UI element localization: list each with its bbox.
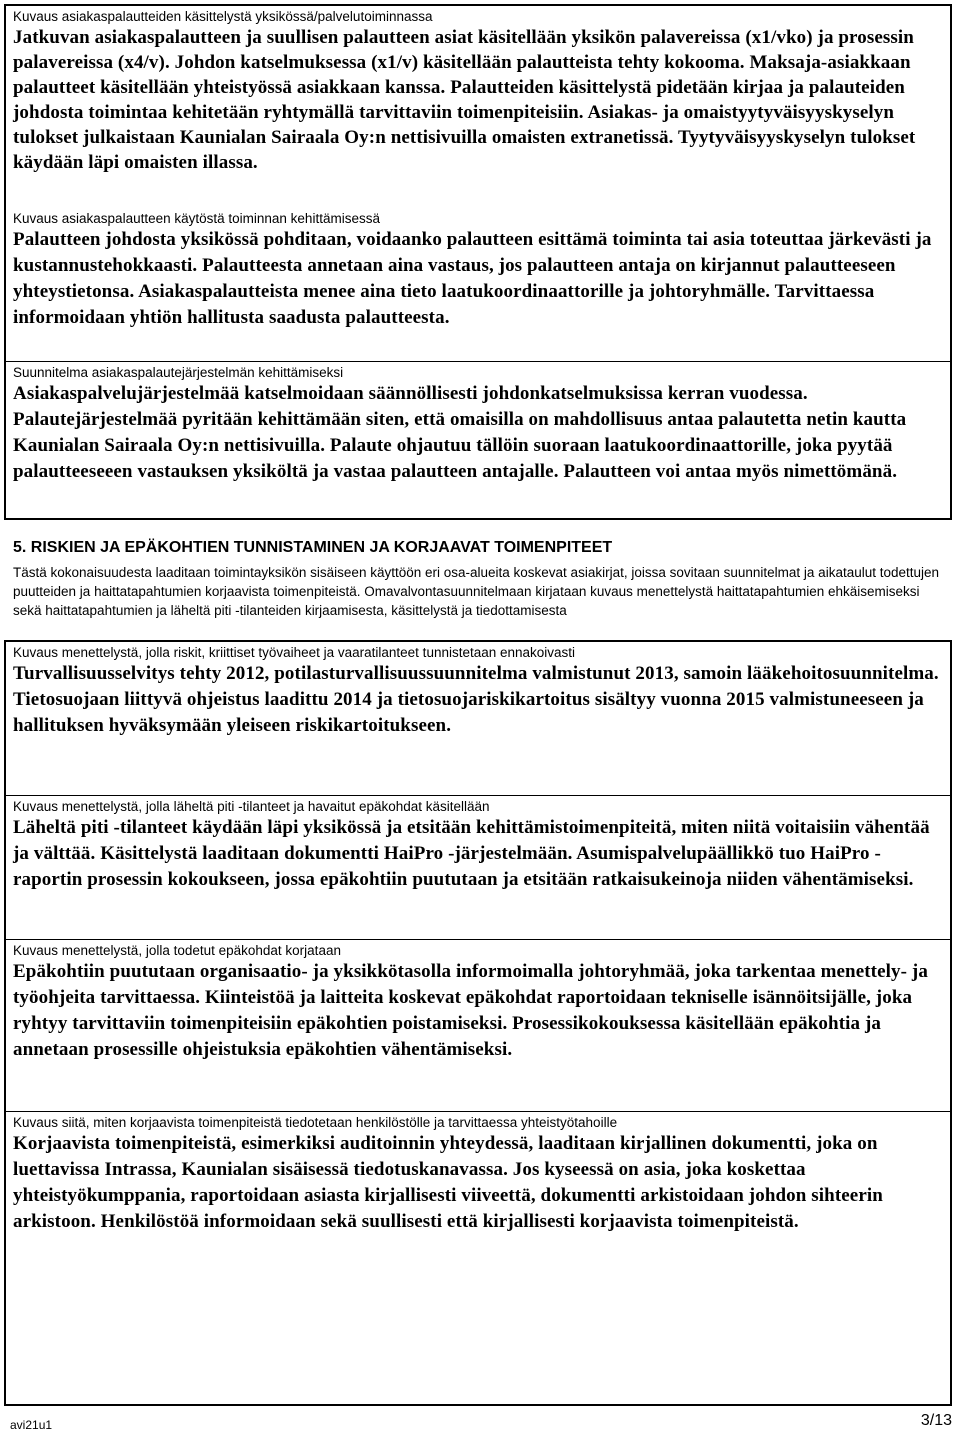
section-5-intro: Tästä kokonaisuudesta laaditaan toimintayksikön sisäiseen käyttöön eri osa-alueita koskevat asiakirjat, joissa sovitaan suunnitelmat ja aikataulut todettujen puutteiden ja haittatapahtumien korjaavista toimenpiteistä. Omavalvontasuunnitelmaan kirjataan kuvaus menettelystä haittatapahtumien ehkäisemiseksi sekä haittatapahtumien ja läheltä piti -tilanteiden kirjaamisesta, käsittelystä ja tiedottamisesta (13, 565, 940, 618)
page-number: 3/13 (920, 1412, 952, 1429)
corrective-action-communication-section (6, 1111, 950, 1404)
feedback-usage-section (6, 208, 950, 358)
feedback-system-plan-text: Asiakaspalvelujärjestelmää katselmoidaan säännöllisesti johdonkatselmuksissa kerran vuodessa. Palautejärjestelmää pyritään kehittämään siten, että omaisilla on mahdollisuus antaa palautetta netin kautta Kaunialan Sairaala Oy:n nettisivuilla. Palaute ohjautuu tällöin suoraan laatukoordinaattorille, joka pyytää palautteeseeen vastauksen yksiköltä ja vastaa palautteen antajalle. Palautteen voi antaa myös nimettömänä. (13, 383, 907, 482)
feedback-usage-label: Kuvaus asiakaspalautteen käytöstä toiminnan kehittämisessä (13, 211, 380, 226)
risk-identification-label: Kuvaus menettelystä, jolla riskit, kriittiset työvaiheet ja vaaratilanteet tunnistetaan ennakoivasti (13, 645, 576, 660)
feedback-processing-section (6, 6, 950, 212)
deficiency-correction-section (6, 939, 950, 1111)
feedback-usage-text: Palautteen johdosta yksikössä pohditaan, voidaanko palautteen esittämä toiminta tai asia toteuttaa järkevästi ja kustannustehokkaasti. Palautteesta annetaan aina vastaus, jos palautteen antaja on kirjannut palautteeseen yhteystietonsa. Asiakaspalautteista menee aina tieto laatukoordinaattorille ja johtoryhmälle. Tarvittaessa informoidaan yhtiön hallitusta saadusta palautteesta. (13, 229, 932, 328)
document-id: avi21u1 (10, 1418, 53, 1432)
feedback-handling-table (4, 4, 952, 520)
corrective-action-communication-text: Korjaavista toimenpiteistä, esimerkiksi auditoinnin yhteydessä, laaditaan kirjallinen dokumentti, joka on luettavissa Intrassa, Kaunialan sisäisessä tiedotuskanavassa. Jos kyseessä on asia, joka koskettaa yhteistyökumppania, raportoidaan asiasta kirjallisesti viiveettä, dokumentti arkistoidaan johdon sihteerin arkistoon. Henkilöstöä informoidaan sekä suullisesti että kirjallisesti korjaavista toimenpiteistä. (13, 1133, 883, 1232)
near-miss-handling-label: Kuvaus menettelystä, jolla läheltä piti -tilanteet ja havaitut epäkohdat käsitellään (13, 799, 490, 814)
risk-identification-section (6, 642, 950, 795)
near-miss-handling-section (6, 795, 950, 939)
deficiency-correction-label: Kuvaus menettelystä, jolla todetut epäkohdat korjataan (13, 943, 341, 958)
feedback-processing-label: Kuvaus asiakaspalautteiden käsittelystä yksikössä/palvelutoiminnassa (13, 9, 433, 24)
risk-management-table (4, 640, 952, 1406)
feedback-system-plan-label: Suunnitelma asiakaspalautejärjestelmän kehittämiseksi (13, 365, 344, 380)
feedback-processing-text: Jatkuvan asiakaspalautteen ja suullisen palautteen asiat käsitellään yksikön palavereissa (x1/vko) ja prosessin palavereissa (x4/v). Johdon katselmuksessa (x1/v) käsitellään palautteista tehty kokooma. Maksaja-asiakkaan palautteet käsitellään yhteistyössä asiakkaan kanssa. Palautteiden käsittelystä pidetään kirjaa ja palauteiden johdosta toimintaa kehitetään ryhtymällä tarvittaviin toimenpiteisiin. Asiakas- ja omaistyytyväisyyskyselyn tulokset julkaistaan Kaunialan Sairaala Oy:n nettisivuilla omaisten extranetissä. Tyytyväisyyskyselyn tulokset käydään läpi omaisten illassa. (13, 27, 916, 173)
risk-identification-text: Turvallisuusselvitys tehty 2012, potilasturvallisuussuunnitelma valmistunut 2013, samoin lääkehoitosuunnitelma. Tietosuojaan liittyvä ohjeistus laadittu 2014 ja tietosuojariskikartoitus sisältyy vuonna 2015 valmistuneeseen ja hallituksen hyväksymään yleiseen riskikartoitukseen. (13, 663, 939, 736)
section-5-heading: 5. RISKIEN JA EPÄKOHTIEN TUNNISTAMINEN JA KORJAAVAT TOIMENPITEET (13, 539, 613, 556)
feedback-system-plan-section (6, 361, 950, 518)
near-miss-handling-text: Läheltä piti -tilanteet käydään läpi yksikössä ja etsitään kehittämistoimenpiteitä, miten niitä voitaisiin vähentää ja välttää. Käsittelystä laaditaan dokumentti HaiPro -järjestelmään. Asumispalvelupäällikkö tuo HaiPro -raportin prosessin kokoukseen, jossa epäkohtiin puututaan ja etsitään ratkaisukeinoja niiden vähentämiseksi. (13, 817, 930, 890)
deficiency-correction-text: Epäkohtiin puututaan organisaatio- ja yksikkötasolla informoimalla johtoryhmää, joka tarkentaa menettely- ja työohjeita tarvittaessa. Kiinteistöä ja laitteita koskevat epäkohdat raportoidaan tekniselle isännöitsijälle, joka ryhtyy tarvittaviin toimenpiteisiin epäkohtien poistamiseksi. Prosessikokouksessa käsitellään epäkohtia ja annetaan prosessille ohjeistuksia epäkohtien vähentämiseksi. (13, 961, 928, 1060)
corrective-action-communication-label: Kuvaus siitä, miten korjaavista toimenpiteistä tiedotetaan henkilöstölle ja tarvittaessa yhteistyötahoille (13, 1115, 618, 1130)
